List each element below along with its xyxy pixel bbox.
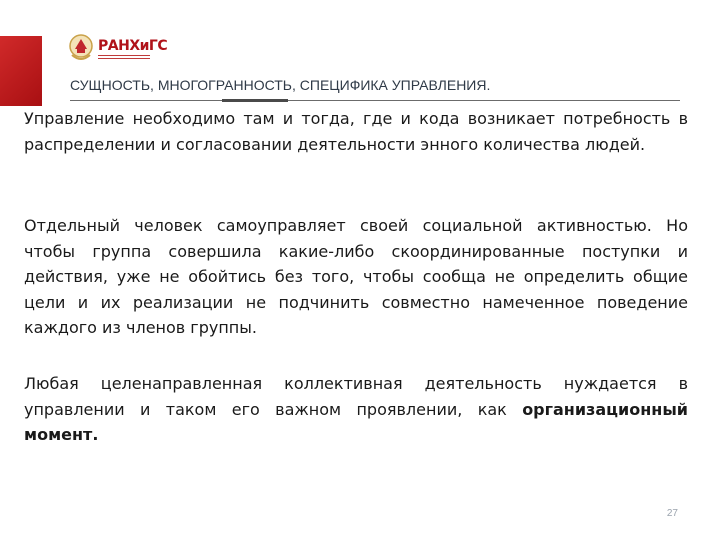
slide-title: СУЩНОСТЬ, МНОГОГРАННОСТЬ, СПЕЦИФИКА УПРАВЛЕНИЯ.	[70, 77, 491, 93]
paragraph-3	[24, 371, 688, 448]
paragraph-3-emphasis: организационный момент.	[24, 399, 688, 444]
title-divider-accent	[222, 99, 288, 102]
university-logo	[68, 32, 167, 64]
paragraph-2: Отдельный человек самоуправляет своей социальной активностью. Но чтобы группа совершила какие-либо скоординированные поступки и действия, уже не обойтись без того, чтобы сообща не определить общие цели и их реализации не подчинить совместно намеченное поведение каждого из членов группы.	[24, 216, 688, 337]
logo-text: РАНХиГС	[98, 37, 168, 54]
accent-bar	[0, 36, 42, 106]
paragraph-3-text: Любая целенаправленная коллективная деятельность нуждается в управлении и таком его важном проявлении, как	[24, 374, 688, 419]
logo-tagline-lines	[98, 55, 167, 59]
paragraph-1: Управление необходимо там и тогда, где и кода возникает потребность в распределении и согласовании деятельности энного количества людей.	[24, 109, 688, 154]
title-divider	[70, 100, 680, 101]
page-number: 27	[666, 508, 678, 519]
emblem-icon	[68, 33, 94, 63]
